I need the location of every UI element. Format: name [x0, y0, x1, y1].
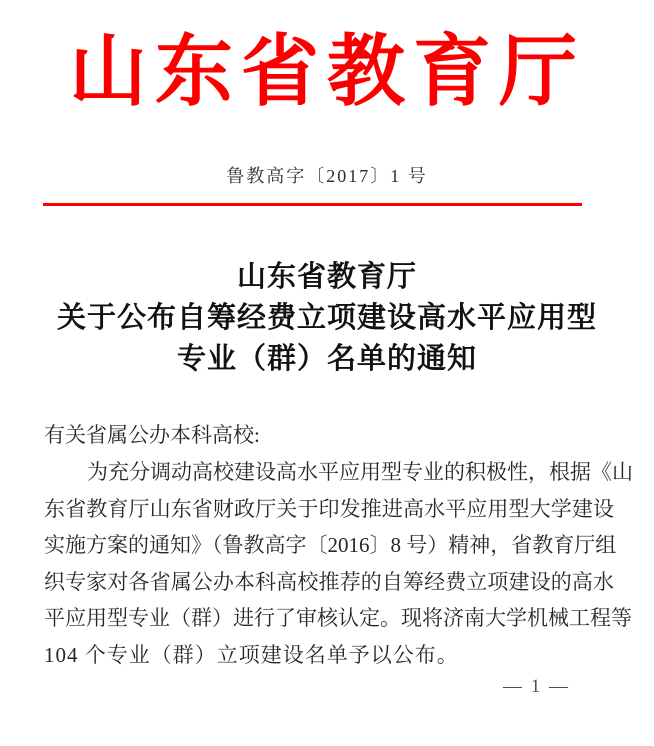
notice-title-line-3: 专业（群）名单的通知	[176, 343, 477, 375]
paragraph-line-4: 织专家对各省属公办本科高校推荐的自筹经费立项建设的高水	[44, 569, 614, 594]
notice-title-line-1: 山东省教育厅	[236, 261, 417, 293]
notice-body	[44, 417, 633, 674]
paragraph-line-3: 实施方案的通知》（鲁教高字〔2016〕8 号）精神，省教育厅组	[44, 533, 617, 558]
paragraph-line-6: 104 个专业（群）立项建设名单予以公布。	[44, 642, 459, 667]
paragraph-line-5: 平应用型专业（群）进行了审核认定。现将济南大学机械工程等	[44, 606, 632, 631]
salutation-line: 有关省属公办本科高校:	[44, 423, 260, 447]
document-number: 鲁教高字〔2017〕1 号	[226, 166, 428, 186]
paragraph-line-2: 东省教育厅山东省财政厅关于印发推进高水平应用型大学建设	[44, 496, 614, 521]
notice-title-line-2: 关于公布自筹经费立项建设高水平应用型	[56, 302, 597, 334]
page-number: — 1 —	[503, 676, 570, 697]
notice-title	[0, 257, 654, 380]
red-divider-rule	[43, 203, 582, 206]
agency-header-title: 山东省教育厅	[68, 28, 585, 115]
paragraph-line-1: 为充分调动高校建设高水平应用型专业的积极性，根据《山	[87, 460, 633, 484]
